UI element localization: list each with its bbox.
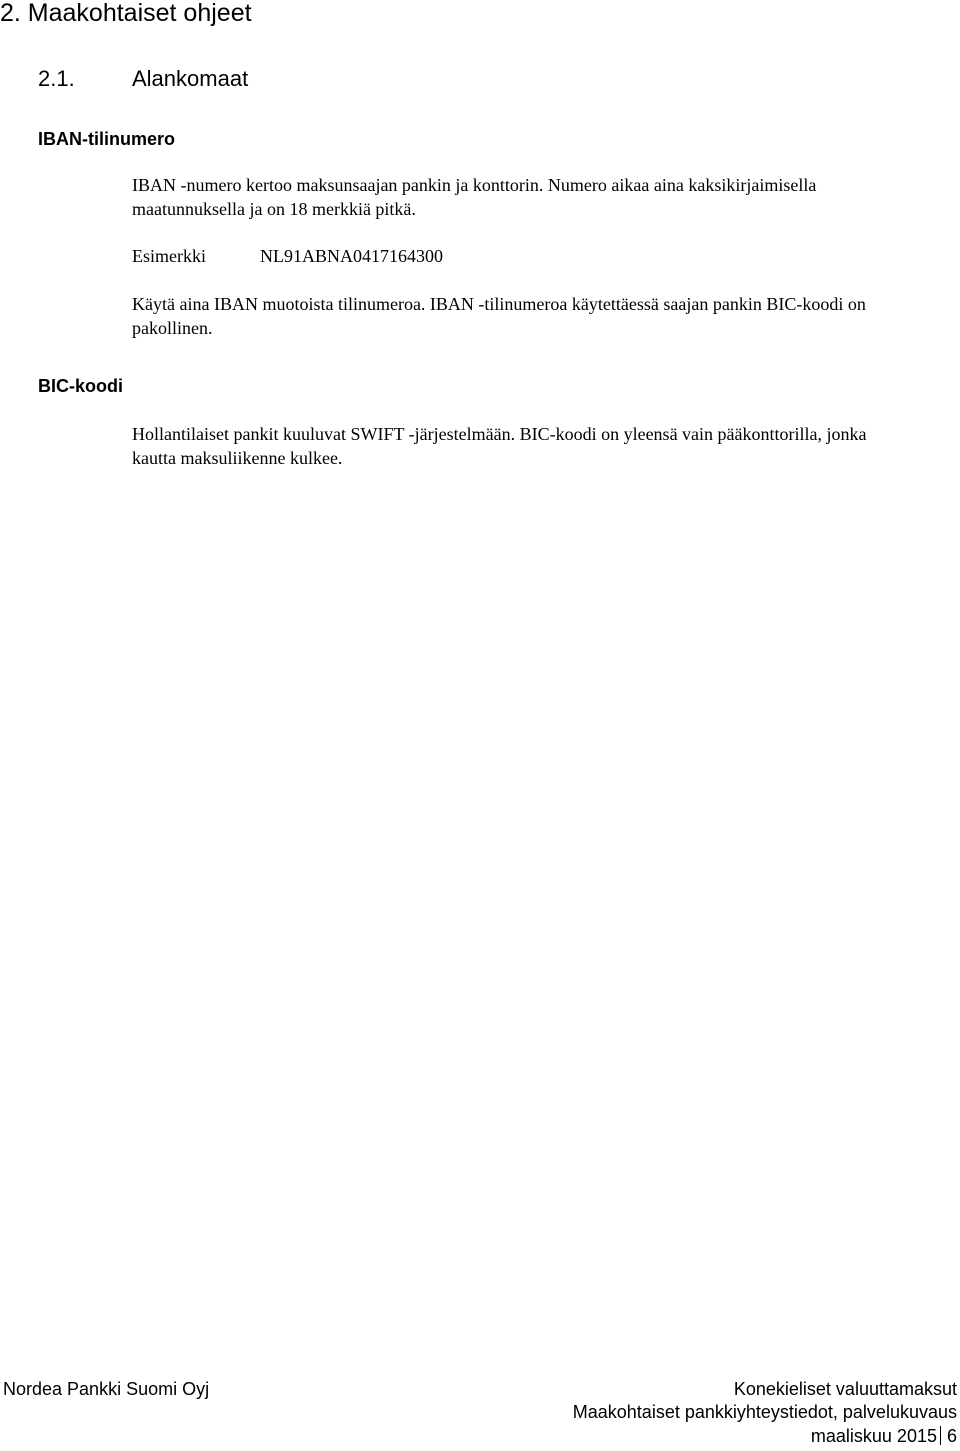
bic-paragraph-line-2: kautta maksuliikenne kulkee. xyxy=(132,448,343,468)
footer-doc-title: Konekieliset valuuttamaksut xyxy=(733,1379,957,1399)
iban-label: IBAN-tilinumero xyxy=(38,129,175,149)
bic-paragraph xyxy=(132,422,952,470)
iban-paragraph-line-2: maatunnuksella ja on 18 merkkiä pitkä. xyxy=(132,199,416,219)
chapter-heading: 2. Maakohtaiset ohjeet xyxy=(0,0,252,27)
iban-note-line-2: pakollinen. xyxy=(132,318,213,338)
footer-company: Nordea Pankki Suomi Oyj xyxy=(3,1379,210,1399)
footer-separator xyxy=(940,1426,941,1445)
example-value: NL91ABNA0417164300 xyxy=(260,246,443,266)
example-label: Esimerkki xyxy=(132,246,206,266)
footer-page-info xyxy=(811,1424,957,1448)
section-number: 2.1. xyxy=(38,66,75,91)
footer-doc-subtitle: Maakohtaiset pankkiyhteystiedot, palvelukuvaus xyxy=(572,1402,957,1422)
iban-paragraph-line-1: IBAN -numero kertoo maksunsaajan pankin ja konttorin. Numero aikaa aina kaksikirjaimisella xyxy=(132,175,817,195)
iban-note-line-1: Käytä aina IBAN muotoista tilinumeroa. IBAN -tilinumeroa käytettäessä saajan pankin BIC-koodi on xyxy=(132,294,866,314)
footer-date: maaliskuu 2015 xyxy=(810,1426,937,1446)
iban-paragraph xyxy=(132,173,952,221)
footer-page-number: 6 xyxy=(946,1426,957,1446)
bic-label: BIC-koodi xyxy=(38,376,123,396)
bic-paragraph-line-1: Hollantilaiset pankit kuuluvat SWIFT -järjestelmään. BIC-koodi on yleensä vain pääkonttorilla, jonka xyxy=(132,424,867,444)
section-title: Alankomaat xyxy=(132,66,249,91)
iban-note xyxy=(132,292,952,340)
